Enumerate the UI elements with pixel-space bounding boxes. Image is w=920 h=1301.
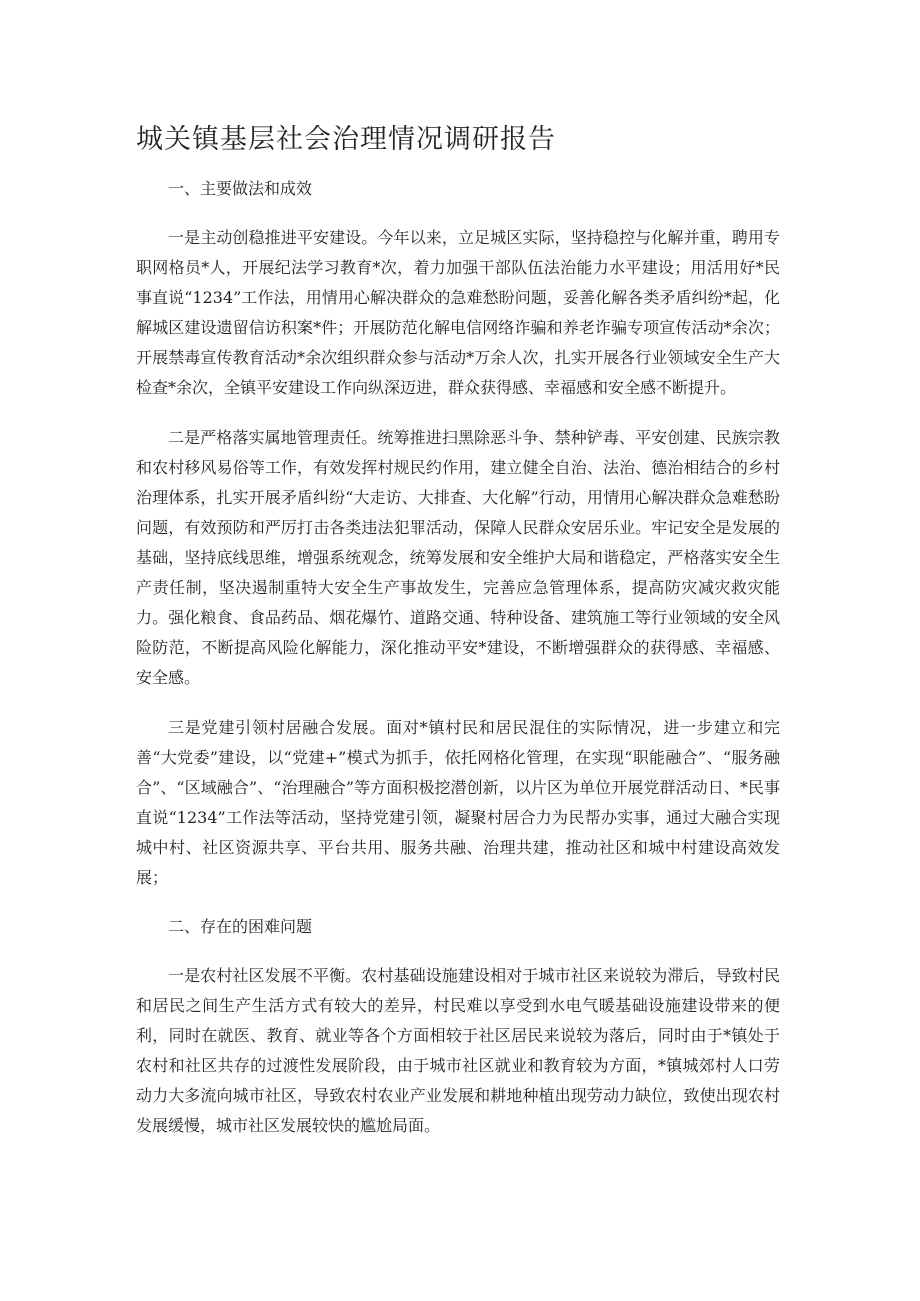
paragraph: 三是党建引领村居融合发展。面对*镇村民和居民混住的实际情况，进一步建立和完善“大党委”建设，以“党建+”模式为抓手，依托网格化管理，在实现“职能融合”、“服务融合”、“区域融合”、“治理融合”等方面积极挖潜创新，以片区为单位开展党群活动日、*民事直说“1234”工作法等活动，坚持党建引领，凝聚村居合力为民帮办实事，通过大融合实现城中村、社区资源共享、平台共用、服务共融、治理共建，推动社区和城中村建设高效发展；: [136, 718, 780, 887]
document-page: [136, 118, 780, 1161]
paragraph: 一是农村社区发展不平衡。农村基础设施建设相对于城市社区来说较为滞后，导致村民和居民之间生产生活方式有较大的差异，村民难以享受到水电气暖基础设施建设带来的便利，同时在就医、教育、就业等各个方面相较于社区居民来说较为落后，同时由于*镇处于农村和社区共存的过渡性发展阶段，由于城市社区就业和教育较为方面，*镇城郊村人口劳动力大多流向城市社区，导致农村农业产业发展和耕地种植出现劳动力缺位，致使出现农村发展缓慢，城市社区发展较快的尴尬局面。: [136, 966, 780, 1135]
section-2: [136, 913, 780, 1141]
document-title: 城关镇基层社会治理情况调研报告: [136, 124, 556, 155]
section-1: [136, 175, 780, 893]
paragraph: 一是主动创稳推进平安建设。今年以来，立足城区实际，坚持稳控与化解并重，聘用专职网格员*人，开展纪法学习教育*次，着力加强干部队伍法治能力水平建设；用活用好*民事直说“1234”工作法，用情用心解决群众的急难愁盼问题，妥善化解各类矛盾纠纷*起，化解城区建设遗留信访积案*件；开展防范化解电信网络诈骗和养老诈骗专项宣传活动*余次；开展禁毒宣传教育活动*余次组织群众参与活动*万余人次，扎实开展各行业领域安全生产大检查*余次，全镇平安建设工作向纵深迈进，群众获得感、幸福感和安全感不断提升。: [136, 228, 780, 397]
section-heading: 二、存在的困难问题: [168, 917, 313, 936]
section-heading: 一、主要做法和成效: [168, 179, 313, 198]
paragraph: 二是严格落实属地管理责任。统筹推进扫黑除恶斗争、禁种铲毒、平安创建、民族宗教和农村移风易俗等工作，有效发挥村规民约作用，建立健全自治、法治、德治相结合的乡村治理体系，扎实开展矛盾纠纷“大走访、大排查、大化解”行动，用情用心解决群众急难愁盼问题，有效预防和严厉打击各类违法犯罪活动，保障人民群众安居乐业。牢记安全是发展的基础，坚持底线思维，增强系统观念，统筹发展和安全维护大局和谐稳定，严格落实安全生产责任制，坚决遏制重特大安全生产事故发生，完善应急管理体系，提高防灾减灾救灾能力。强化粮食、食品药品、烟花爆竹、道路交通、特种设备、建筑施工等行业领域的安全风险防范，不断提高风险化解能力，深化推动平安*建设，不断增强群众的获得感、幸福感、安全感。: [136, 428, 780, 687]
